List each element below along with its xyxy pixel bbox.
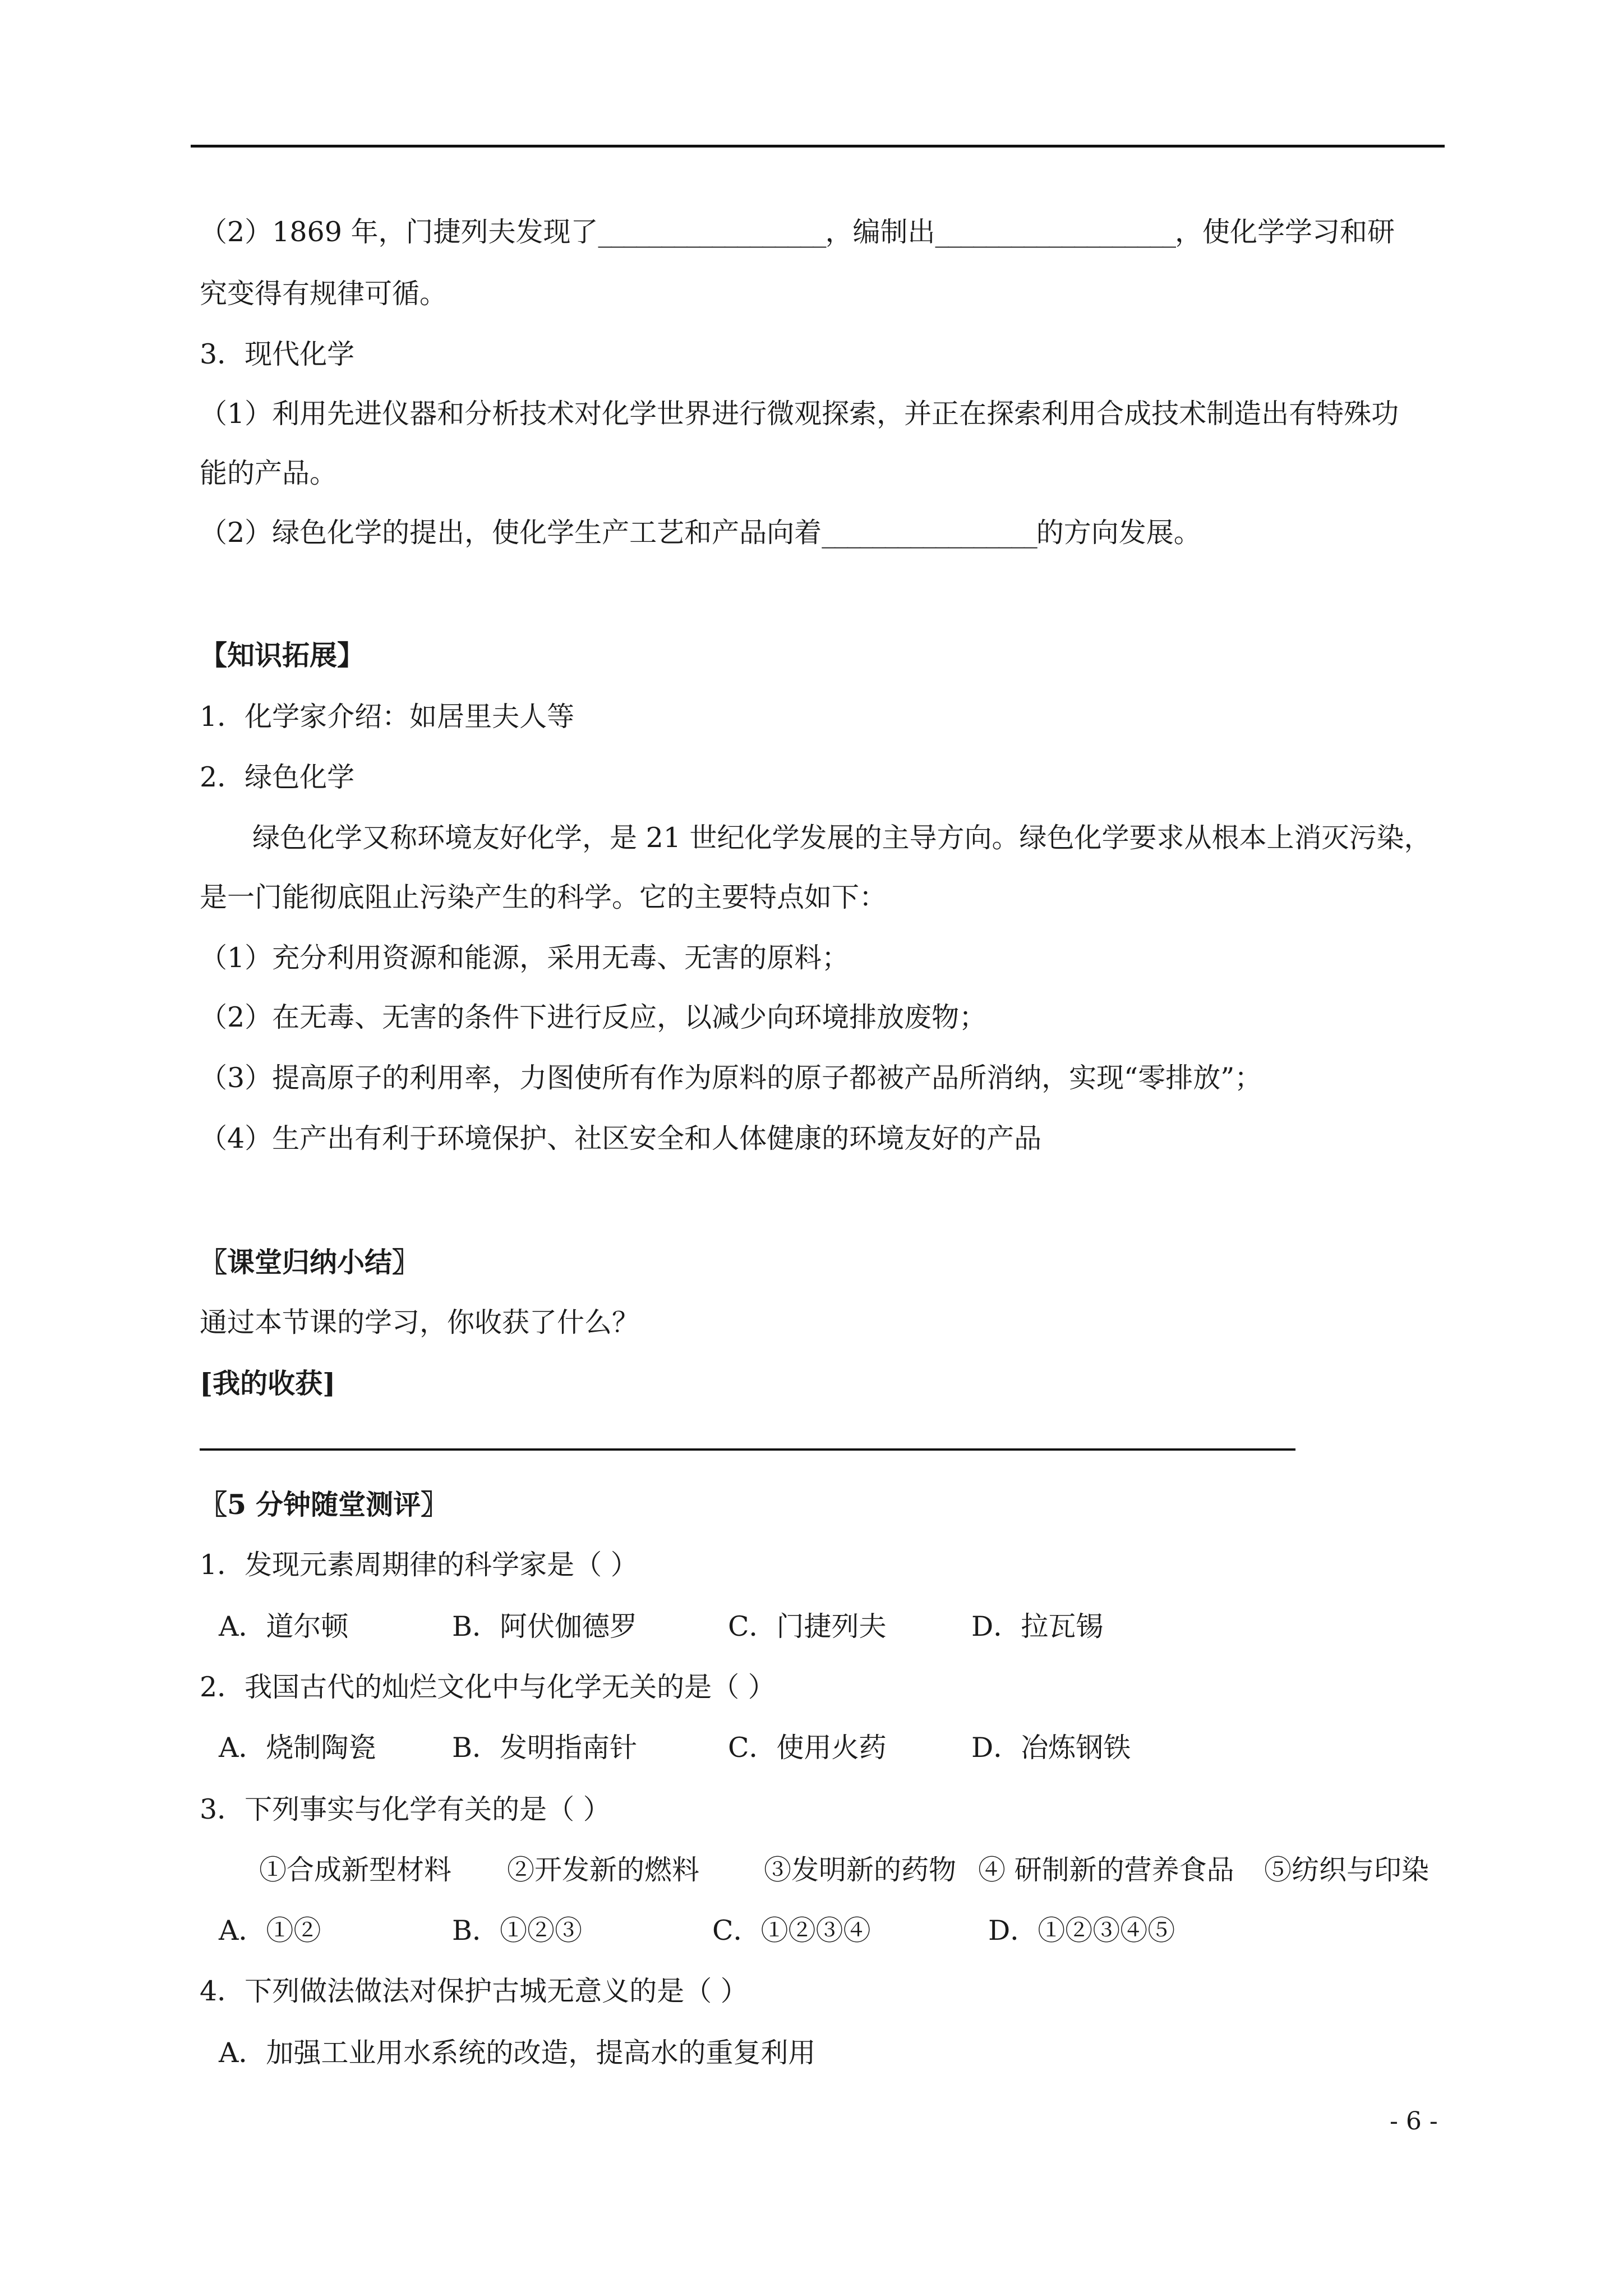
q1-option-d[interactable]: D．拉瓦锡: [971, 1611, 1104, 1642]
fill-blank-3[interactable]: _________________: [822, 517, 1036, 549]
green-chem-point-1: （1）充分利用资源和能源，采用无毒、无害的原料；: [200, 942, 850, 974]
green-chem-para-line1: 绿色化学又称环境友好化学，是 21 世纪化学发展的主导方向。绿色化学要求从根本上消灭污染，: [252, 822, 1432, 854]
q3-item-1: ①合成新型材料: [259, 1854, 452, 1886]
fill-blank-2[interactable]: ___________________: [935, 216, 1175, 248]
q1-option-a[interactable]: A．道尔顿: [219, 1611, 349, 1642]
q1-option-b[interactable]: B．阿伏伽德罗: [452, 1611, 638, 1642]
q2-text-c: ，使化学学习和研: [1174, 216, 1395, 248]
q3-item-2: ②开发新的燃料: [507, 1854, 700, 1886]
summary-question: 通过本节课的学习，你收获了什么？: [200, 1306, 640, 1338]
q2-option-c[interactable]: C．使用火药: [728, 1732, 887, 1764]
green-chem-para-line2: 是一门能彻底阻止污染产生的科学。它的主要特点如下：: [200, 881, 887, 913]
modern-p1-line2: 能的产品。: [200, 457, 338, 489]
quiz-q3: 3．下列事实与化学有关的是（ ）: [200, 1793, 611, 1825]
quiz-q1: 1．发现元素周期律的科学家是（ ）: [200, 1549, 638, 1581]
q3-item-3: ③发明新的药物: [764, 1854, 957, 1886]
modern-chem-heading: 3．现代化学: [200, 338, 355, 370]
q2-option-d[interactable]: D．冶炼钢铁: [971, 1732, 1131, 1764]
q2-option-a[interactable]: A．烧制陶瓷: [219, 1732, 376, 1764]
my-gain-label: [我的收获]: [200, 1367, 336, 1400]
q3-item-4: ④ 研制新的营养食品: [978, 1854, 1234, 1886]
modern-p2-text-b: 的方向发展。: [1036, 517, 1201, 549]
quiz-heading: 〖5 分钟随堂测评〗: [200, 1488, 449, 1521]
knowledge-item-1: 1．化学家介绍：如居里夫人等: [200, 701, 575, 733]
q3-option-b[interactable]: B．①②③: [452, 1915, 583, 1947]
modern-p2-text-a: （2）绿色化学的提出，使化学生产工艺和产品向着: [200, 517, 822, 549]
modern-p1-line1: （1）利用先进仪器和分析技术对化学世界进行微观探索，并正在探索利用合成技术制造出有特殊功: [200, 398, 1399, 430]
q2-line1: [200, 214, 1395, 250]
modern-p2: [200, 515, 1201, 551]
q4-option-a[interactable]: A．加强工业用水系统的改造，提高水的重复利用: [219, 2037, 816, 2069]
header-rule: [191, 145, 1445, 148]
page-number: - 6 -: [1390, 2107, 1438, 2136]
green-chem-point-4: （4）生产出有利于环境保护、社区安全和人体健康的环境友好的产品: [200, 1122, 1042, 1154]
summary-heading: 〖课堂归纳小结〗: [200, 1246, 420, 1278]
fill-blank-1[interactable]: __________________: [598, 216, 826, 248]
q3-option-a[interactable]: A．①②: [219, 1915, 321, 1947]
q2-text-b: ，编制出: [825, 216, 935, 248]
q2-option-b[interactable]: B．发明指南针: [452, 1732, 638, 1764]
q2-text-a: （2）1869 年，门捷列夫发现了: [200, 216, 598, 248]
q3-option-d[interactable]: D．①②③④⑤: [988, 1915, 1175, 1947]
quiz-q4: 4．下列做法做法对保护古城无意义的是（ ）: [200, 1975, 748, 2007]
q3-item-5: ⑤纺织与印染: [1264, 1854, 1430, 1886]
q2-line2: 究变得有规律可循。: [200, 278, 448, 310]
answer-line[interactable]: [200, 1448, 1295, 1451]
q3-option-c[interactable]: C．①②③④: [712, 1915, 871, 1947]
knowledge-heading: 【知识拓展】: [200, 639, 365, 671]
green-chem-point-2: （2）在无毒、无害的条件下进行反应，以减少向环境排放废物；: [200, 1001, 987, 1033]
green-chem-point-3: （3）提高原子的利用率，力图使所有作为原料的原子都被产品所消纳，实现“零排放”；: [200, 1062, 1262, 1094]
quiz-q2: 2．我国古代的灿烂文化中与化学无关的是（ ）: [200, 1671, 776, 1703]
q1-option-c[interactable]: C．门捷列夫: [728, 1611, 887, 1642]
knowledge-item-2: 2．绿色化学: [200, 761, 355, 793]
